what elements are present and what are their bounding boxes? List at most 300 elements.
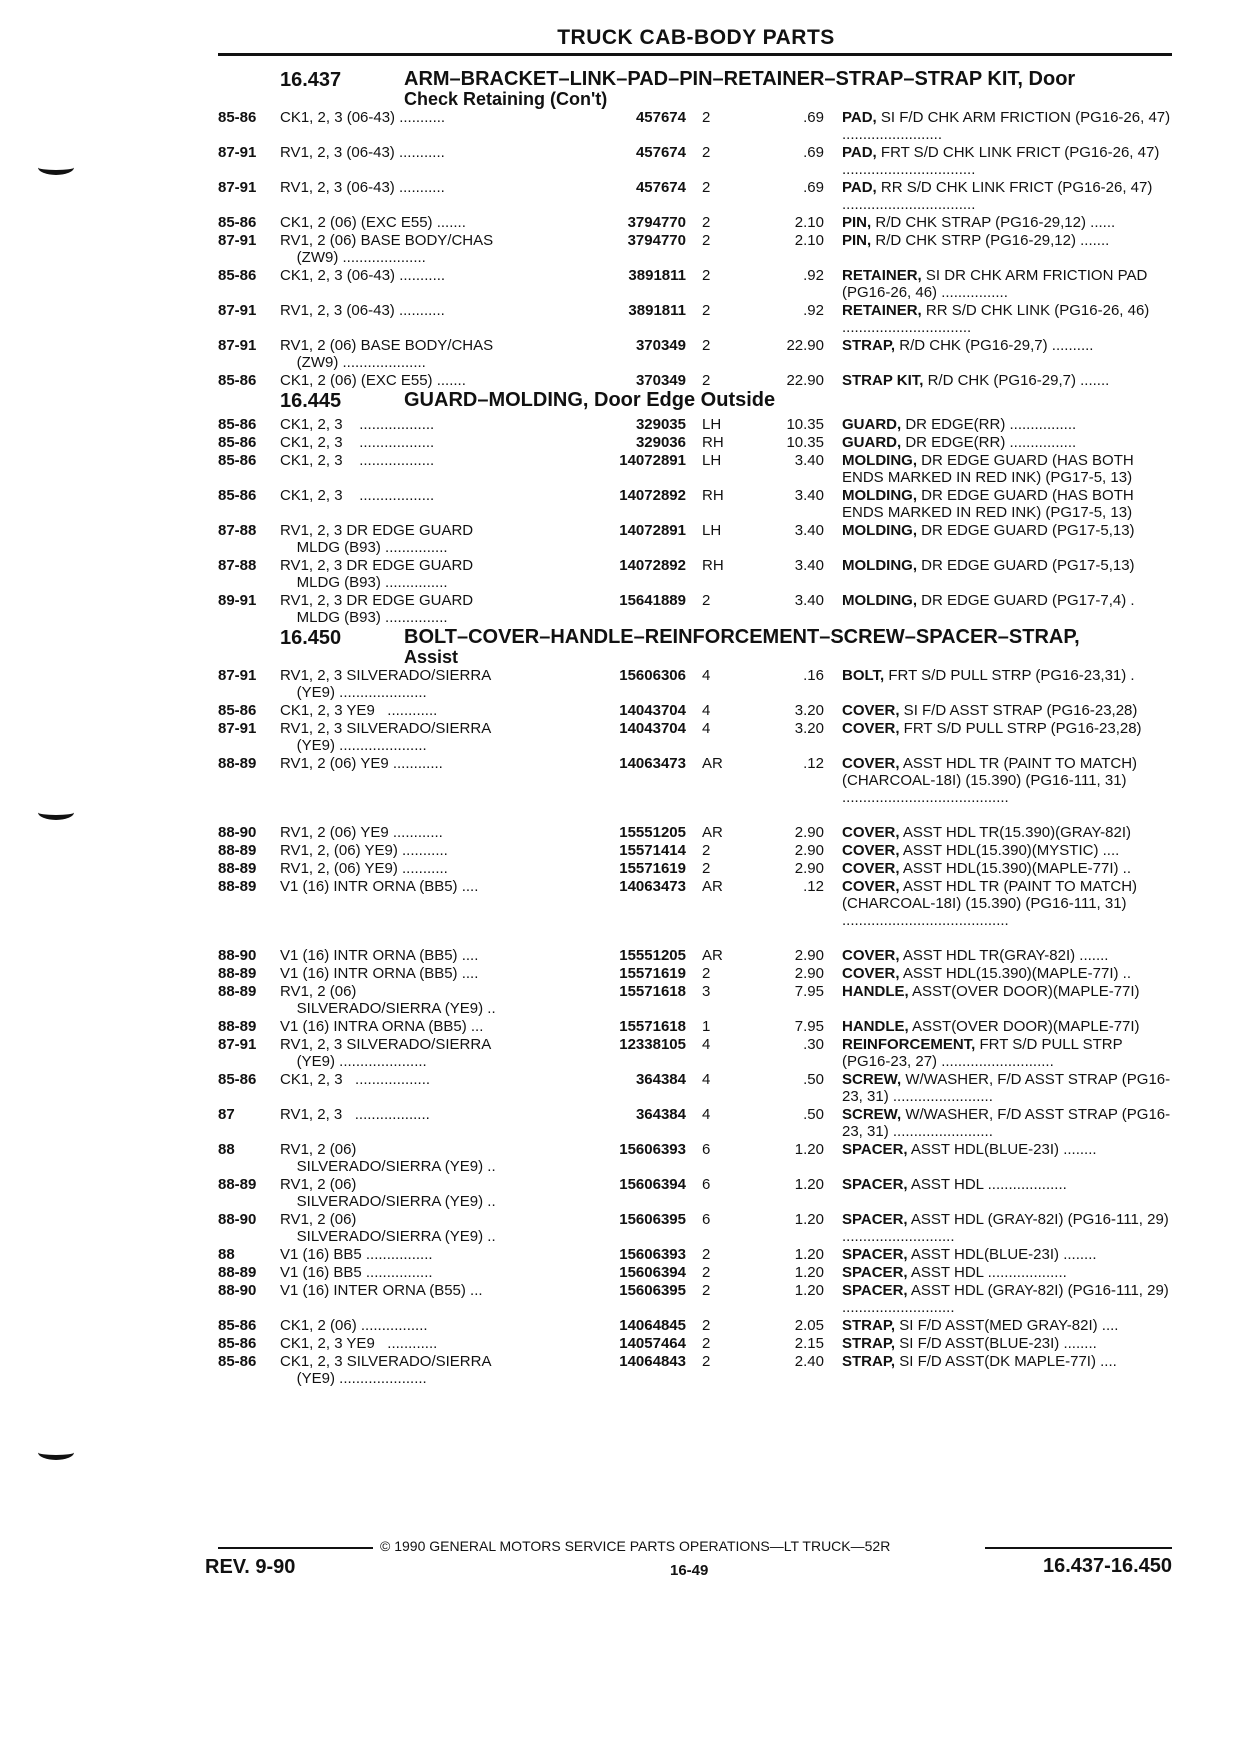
part-name: PIN,	[842, 232, 872, 249]
binder-hole-mark	[38, 160, 74, 175]
price: 2.15	[794, 1335, 824, 1352]
part-description	[842, 755, 1172, 806]
part-name: COVER,	[842, 878, 900, 895]
application: CK1, 2, 3 (06-43) ...........	[280, 109, 446, 126]
model-years: 87-91	[218, 179, 257, 196]
part-name: COVER,	[842, 824, 900, 841]
part-description	[842, 947, 1172, 964]
application: RV1, 2, 3 SILVERADO/SIERRA (YE9) .....................	[280, 1036, 492, 1070]
table-row	[218, 842, 1172, 860]
table-row	[218, 109, 1172, 144]
part-name: SPACER,	[842, 1246, 908, 1263]
quantity: 4	[702, 1071, 711, 1088]
price: 2.05	[794, 1317, 824, 1334]
model-years: 87-91	[218, 337, 257, 354]
model-years: 87-91	[218, 667, 257, 684]
part-name: COVER,	[842, 842, 900, 859]
application: CK1, 2 (06) ................	[280, 1317, 428, 1334]
table-row	[218, 1353, 1172, 1388]
section-title-text: BOLT–COVER–HANDLE–REINFORCEMENT–SCREW–SPACER–STRAP,	[404, 626, 1080, 648]
price: 1.20	[794, 1211, 824, 1228]
price: 2.90	[794, 860, 824, 877]
price: .50	[803, 1106, 824, 1123]
application: RV1, 2 (06) SILVERADO/SIERRA (YE9) ..	[280, 1141, 496, 1175]
application: RV1, 2, (06) YE9) ...........	[280, 860, 448, 877]
part-description	[842, 1018, 1172, 1035]
part-number: 15551205	[619, 947, 686, 964]
price: 3.40	[794, 522, 824, 539]
application: CK1, 2, 3 ..................	[280, 487, 435, 504]
table-row	[218, 1036, 1172, 1071]
part-name: MOLDING,	[842, 557, 917, 574]
footer-rule-left	[218, 1547, 373, 1549]
price: 3.40	[794, 452, 824, 469]
model-years: 85-86	[218, 487, 257, 504]
part-name: PAD,	[842, 144, 877, 161]
quantity: 2	[702, 1246, 711, 1263]
part-detail: FRT S/D PULL STRP (PG16-23,28)	[899, 720, 1142, 737]
part-description	[842, 592, 1172, 609]
part-detail: ASST HDL ...................	[907, 1176, 1067, 1193]
part-detail: FRT S/D PULL STRP (PG16-23,31) .	[884, 667, 1135, 684]
part-name: RETAINER,	[842, 302, 922, 319]
model-years: 88-89	[218, 1264, 257, 1281]
price: .69	[803, 179, 824, 196]
section-subtitle: Check Retaining (Con't)	[404, 89, 608, 109]
part-description	[842, 109, 1172, 143]
quantity: 2	[702, 232, 711, 249]
part-detail: ASST HDL TR(GRAY-82I) .......	[899, 947, 1109, 964]
quantity: 2	[702, 842, 711, 859]
part-number: 15606306	[619, 667, 686, 684]
price: 7.95	[794, 983, 824, 1000]
part-detail: ASST HDL TR(15.390)(GRAY-82I)	[899, 824, 1131, 841]
part-description	[842, 720, 1172, 737]
part-name: STRAP,	[842, 337, 896, 354]
section-title-text: ARM–BRACKET–LINK–PAD–PIN–RETAINER–STRAP–STRAP KIT, Door	[404, 68, 1076, 90]
part-number: 15551205	[619, 824, 686, 841]
quantity: AR	[702, 824, 723, 841]
application: CK1, 2, 3 YE9 ............	[280, 702, 438, 719]
part-number: 15571619	[619, 965, 686, 982]
model-years: 88	[218, 1246, 235, 1263]
table-row	[218, 965, 1172, 983]
part-description	[842, 337, 1172, 354]
application: RV1, 2, 3 SILVERADO/SIERRA (YE9) .....................	[280, 720, 492, 754]
part-number: 329036	[635, 434, 686, 451]
part-name: SPACER,	[842, 1141, 908, 1158]
quantity: 6	[702, 1211, 711, 1228]
table-row	[218, 1211, 1172, 1246]
part-detail: ASST(OVER DOOR)(MAPLE-77I)	[908, 983, 1140, 1000]
section-number: 16.437	[280, 69, 342, 91]
part-description	[842, 1353, 1172, 1370]
price: 2.10	[794, 232, 824, 249]
top-rule	[218, 53, 1172, 56]
table-row	[218, 1282, 1172, 1317]
quantity: 3	[702, 983, 711, 1000]
section-title	[404, 390, 1172, 410]
model-years: 85-86	[218, 416, 257, 433]
part-number: 15606393	[619, 1141, 686, 1158]
part-name: COVER,	[842, 755, 900, 772]
section-range: 16.437-16.450	[1042, 1555, 1172, 1577]
quantity: 2	[702, 1335, 711, 1352]
quantity: AR	[702, 947, 723, 964]
model-years: 88-89	[218, 755, 257, 772]
section-header	[218, 627, 1172, 667]
part-detail: W/WASHER, F/D ASST STRAP (PG16-23, 31) ........................	[842, 1071, 1171, 1105]
part-name: STRAP,	[842, 1335, 896, 1352]
table-row	[218, 667, 1172, 702]
application: RV1, 2 (06) SILVERADO/SIERRA (YE9) ..	[280, 1176, 496, 1210]
model-years: 87-91	[218, 302, 257, 319]
application: CK1, 2, 3 ..................	[280, 452, 435, 469]
model-years: 87-91	[218, 232, 257, 249]
part-number: 364384	[635, 1106, 686, 1123]
part-name: SCREW,	[842, 1071, 902, 1088]
part-description	[842, 214, 1172, 231]
quantity: RH	[702, 487, 724, 504]
quantity: 1	[702, 1018, 711, 1035]
quantity: 2	[702, 302, 711, 319]
table-row	[218, 860, 1172, 878]
table-row	[218, 1317, 1172, 1335]
section-title-text: GUARD–MOLDING, Door Edge Outside	[404, 389, 776, 411]
part-detail: R/D CHK STRP (PG16-29,12) .......	[871, 232, 1110, 249]
part-detail: SI F/D CHK ARM FRICTION (PG16-26, 47) ........................	[842, 109, 1171, 143]
table-row	[218, 337, 1172, 372]
application: RV1, 2 (06) YE9 ............	[280, 824, 443, 841]
part-description	[842, 1335, 1172, 1352]
quantity: LH	[702, 416, 722, 433]
part-number: 12338105	[619, 1036, 686, 1053]
part-detail: ASST HDL ...................	[907, 1264, 1067, 1281]
part-name: COVER,	[842, 720, 900, 737]
application: RV1, 2, 3 SILVERADO/SIERRA (YE9) .....................	[280, 667, 492, 701]
part-description	[842, 824, 1172, 841]
model-years: 88-90	[218, 947, 257, 964]
price: .69	[803, 109, 824, 126]
quantity: 4	[702, 1106, 711, 1123]
quantity: AR	[702, 755, 723, 772]
table-row	[218, 302, 1172, 337]
part-detail: ASST HDL (GRAY-82I) (PG16-111, 29) ...........................	[842, 1211, 1169, 1245]
part-number: 370349	[635, 372, 686, 389]
part-number: 14043704	[619, 702, 686, 719]
quantity: 2	[702, 144, 711, 161]
application: V1 (16) BB5 ................	[280, 1246, 433, 1263]
model-years: 88-89	[218, 860, 257, 877]
application: CK1, 2, 3 YE9 ............	[280, 1335, 438, 1352]
part-detail: RR S/D CHK LINK FRICT (PG16-26, 47) ................................	[842, 179, 1153, 213]
part-description	[842, 144, 1172, 178]
part-detail: DR EDGE GUARD (HAS BOTH ENDS MARKED IN RED INK) (PG17-5, 13)	[842, 487, 1134, 521]
part-description	[842, 522, 1172, 539]
part-description	[842, 1264, 1172, 1281]
part-detail: FRT S/D CHK LINK FRICT (PG16-26, 47) ................................	[842, 144, 1160, 178]
model-years: 88-89	[218, 965, 257, 982]
part-detail: ASST HDL(BLUE-23I) ........	[907, 1246, 1097, 1263]
table-row	[218, 434, 1172, 452]
model-years: 88-89	[218, 878, 257, 895]
part-detail: ASST HDL (GRAY-82I) (PG16-111, 29) ...........................	[842, 1282, 1169, 1316]
section-title	[404, 69, 1172, 109]
part-name: SPACER,	[842, 1264, 908, 1281]
quantity: 2	[702, 1282, 711, 1299]
part-number: 3794770	[627, 214, 686, 231]
part-name: STRAP KIT,	[842, 372, 924, 389]
part-detail: ASST HDL(15.390)(MAPLE-77I) ..	[899, 860, 1131, 877]
section-subtitle: Assist	[404, 647, 459, 667]
quantity: 4	[702, 702, 711, 719]
part-number: 364384	[635, 1071, 686, 1088]
price: .69	[803, 144, 824, 161]
part-description	[842, 983, 1172, 1000]
part-name: REINFORCEMENT,	[842, 1036, 976, 1053]
part-name: HANDLE,	[842, 983, 909, 1000]
table-row	[218, 824, 1172, 842]
application: V1 (16) INTER ORNA (B55) ...	[280, 1282, 483, 1299]
binder-hole-mark	[38, 1445, 74, 1460]
application: CK1, 2, 3 SILVERADO/SIERRA (YE9) .....................	[280, 1353, 492, 1387]
application: V1 (16) INTRA ORNA (BB5) ...	[280, 1018, 484, 1035]
table-row	[218, 416, 1172, 434]
part-number: 3891811	[628, 267, 686, 284]
part-description	[842, 487, 1172, 521]
model-years: 88-90	[218, 824, 257, 841]
section-header	[218, 390, 1172, 416]
part-name: COVER,	[842, 965, 900, 982]
part-description	[842, 372, 1172, 389]
model-years: 85-86	[218, 434, 257, 451]
quantity: 2	[702, 214, 711, 231]
part-name: SPACER,	[842, 1176, 908, 1193]
price: 10.35	[786, 434, 824, 451]
part-description	[842, 179, 1172, 213]
revision-label: REV. 9-90	[205, 1556, 296, 1578]
quantity: RH	[702, 557, 724, 574]
part-number: 15606393	[619, 1246, 686, 1263]
part-detail: ASST HDL TR (PAINT TO MATCH) (CHARCOAL-18I) (15.390) (PG16-111, 31) ........................................	[842, 755, 1138, 806]
part-detail: SI F/D ASST(BLUE-23I) ........	[895, 1335, 1097, 1352]
application: CK1, 2 (06) (EXC E55) .......	[280, 372, 466, 389]
price: 22.90	[786, 372, 824, 389]
price: 1.20	[794, 1282, 824, 1299]
model-years: 87-91	[218, 720, 257, 737]
part-number: 3794770	[627, 232, 686, 249]
application: CK1, 2, 3 ..................	[280, 434, 435, 451]
part-detail: DR EDGE(RR) ................	[901, 434, 1077, 451]
quantity: 2	[702, 1264, 711, 1281]
part-name: MOLDING,	[842, 592, 917, 609]
application: RV1, 2 (06) YE9 ............	[280, 755, 443, 772]
application: RV1, 2 (06) BASE BODY/CHAS (ZW9) ....................	[280, 232, 494, 266]
model-years: 89-91	[218, 592, 257, 609]
part-number: 15571618	[619, 1018, 686, 1035]
section-title	[404, 627, 1172, 667]
part-detail: DR EDGE GUARD (PG17-5,13)	[917, 522, 1135, 539]
price: 3.20	[794, 720, 824, 737]
part-detail: SI F/D ASST STRAP (PG16-23,28)	[899, 702, 1138, 719]
price: 22.90	[786, 337, 824, 354]
part-description	[842, 842, 1172, 859]
section-number: 16.445	[280, 390, 342, 412]
table-row	[218, 372, 1172, 390]
binder-hole-mark	[38, 805, 74, 820]
part-name: PAD,	[842, 109, 877, 126]
quantity: 2	[702, 337, 711, 354]
part-description	[842, 1211, 1172, 1245]
part-name: SCREW,	[842, 1106, 902, 1123]
model-years: 85-86	[218, 267, 257, 284]
part-description	[842, 1036, 1172, 1070]
price: 1.20	[794, 1264, 824, 1281]
part-number: 15571619	[619, 860, 686, 877]
application: V1 (16) BB5 ................	[280, 1264, 433, 1281]
part-name: MOLDING,	[842, 487, 917, 504]
part-number: 14063473	[619, 878, 686, 895]
part-description	[842, 434, 1172, 451]
model-years: 85-86	[218, 1317, 257, 1334]
price: 1.20	[794, 1176, 824, 1193]
part-description	[842, 302, 1172, 336]
quantity: LH	[702, 452, 722, 469]
table-row	[218, 1106, 1172, 1141]
price: 2.90	[794, 947, 824, 964]
table-row	[218, 1176, 1172, 1211]
part-description	[842, 267, 1172, 301]
price: .50	[803, 1071, 824, 1088]
part-name: COVER,	[842, 947, 900, 964]
part-detail: R/D CHK (PG16-29,7) .......	[923, 372, 1110, 389]
part-name: COVER,	[842, 702, 900, 719]
table-row	[218, 1071, 1172, 1106]
part-detail: ASST HDL TR (PAINT TO MATCH) (CHARCOAL-18I) (15.390) (PG16-111, 31) ........................................	[842, 878, 1138, 929]
model-years: 85-86	[218, 452, 257, 469]
part-detail: W/WASHER, F/D ASST STRAP (PG16-23, 31) ........................	[842, 1106, 1171, 1140]
price: .92	[803, 302, 824, 319]
part-number: 457674	[635, 109, 686, 126]
table-row	[218, 214, 1172, 232]
part-detail: ASST HDL(15.390)(MYSTIC) ....	[899, 842, 1120, 859]
application: CK1, 2 (06) (EXC E55) .......	[280, 214, 466, 231]
table-row	[218, 1141, 1172, 1176]
part-name: HANDLE,	[842, 1018, 909, 1035]
price: 3.40	[794, 592, 824, 609]
table-row	[218, 702, 1172, 720]
quantity: 6	[702, 1176, 711, 1193]
application: RV1, 2 (06) SILVERADO/SIERRA (YE9) ..	[280, 1211, 496, 1245]
quantity: RH	[702, 434, 724, 451]
model-years: 88-90	[218, 1282, 257, 1299]
table-row	[218, 983, 1172, 1018]
part-number: 15641889	[619, 592, 686, 609]
application: RV1, 2, 3 DR EDGE GUARD MLDG (B93) ...............	[280, 522, 474, 556]
part-number: 15606395	[619, 1282, 686, 1299]
table-row	[218, 144, 1172, 179]
application: RV1, 2, 3 DR EDGE GUARD MLDG (B93) ...............	[280, 557, 474, 591]
part-detail: SI F/D ASST(MED GRAY-82I) ....	[895, 1317, 1119, 1334]
application: CK1, 2, 3 ..................	[280, 1071, 431, 1088]
price: 2.90	[794, 824, 824, 841]
part-number: 14072891	[619, 452, 686, 469]
part-number: 329035	[635, 416, 686, 433]
part-description	[842, 1317, 1172, 1334]
price: 1.20	[794, 1246, 824, 1263]
quantity: 2	[702, 1353, 711, 1370]
part-number: 3891811	[628, 302, 686, 319]
part-detail: DR EDGE GUARD (PG17-5,13)	[917, 557, 1135, 574]
part-description	[842, 416, 1172, 433]
part-name: SPACER,	[842, 1282, 908, 1299]
part-number: 14043704	[619, 720, 686, 737]
quantity: 4	[702, 667, 711, 684]
price: 2.90	[794, 842, 824, 859]
quantity: LH	[702, 522, 722, 539]
price: 10.35	[786, 416, 824, 433]
application: CK1, 2, 3 ..................	[280, 416, 435, 433]
table-row	[218, 878, 1172, 947]
part-number: 15606394	[619, 1264, 686, 1281]
model-years: 85-86	[218, 1071, 257, 1088]
price: .92	[803, 267, 824, 284]
part-name: STRAP,	[842, 1353, 896, 1370]
application: RV1, 2 (06) BASE BODY/CHAS (ZW9) ....................	[280, 337, 494, 371]
table-row	[218, 755, 1172, 824]
part-description	[842, 1071, 1172, 1105]
part-description	[842, 557, 1172, 574]
part-detail: ASST HDL(BLUE-23I) ........	[907, 1141, 1097, 1158]
part-detail: ASST(OVER DOOR)(MAPLE-77I)	[908, 1018, 1140, 1035]
part-name: COVER,	[842, 860, 900, 877]
part-number: 14064843	[619, 1353, 686, 1370]
application: RV1, 2 (06) SILVERADO/SIERRA (YE9) ..	[280, 983, 496, 1017]
table-row	[218, 232, 1172, 267]
part-description	[842, 1246, 1172, 1263]
price: .12	[803, 878, 824, 895]
model-years: 88-90	[218, 1211, 257, 1228]
section-header	[218, 69, 1172, 109]
model-years: 87-88	[218, 557, 257, 574]
application: RV1, 2, 3 DR EDGE GUARD MLDG (B93) ...............	[280, 592, 474, 626]
quantity: 6	[702, 1141, 711, 1158]
part-name: GUARD,	[842, 416, 902, 433]
table-row	[218, 522, 1172, 557]
application: RV1, 2, 3 (06-43) ...........	[280, 144, 445, 161]
part-number: 14072891	[619, 522, 686, 539]
footer-copyright: © 1990 GENERAL MOTORS SERVICE PARTS OPERATIONS—LT TRUCK—52R	[380, 1538, 891, 1554]
application: V1 (16) INTR ORNA (BB5) ....	[280, 878, 479, 895]
part-description	[842, 965, 1172, 982]
price: .30	[803, 1036, 824, 1053]
part-description	[842, 702, 1172, 719]
part-name: BOLT,	[842, 667, 885, 684]
part-detail: DR EDGE(RR) ................	[901, 416, 1077, 433]
part-number: 14072892	[619, 487, 686, 504]
part-description	[842, 860, 1172, 877]
application: RV1, 2, 3 (06-43) ...........	[280, 302, 445, 319]
part-number: 370349	[635, 337, 686, 354]
application: CK1, 2, 3 (06-43) ...........	[280, 267, 446, 284]
footer-rule-right	[985, 1547, 1172, 1549]
part-detail: R/D CHK STRAP (PG16-29,12) ......	[871, 214, 1116, 231]
model-years: 87-91	[218, 144, 257, 161]
part-detail: DR EDGE GUARD (HAS BOTH ENDS MARKED IN RED INK) (PG17-5, 13)	[842, 452, 1134, 486]
model-years: 87-88	[218, 522, 257, 539]
part-description	[842, 232, 1172, 249]
application: RV1, 2, 3 (06-43) ...........	[280, 179, 445, 196]
